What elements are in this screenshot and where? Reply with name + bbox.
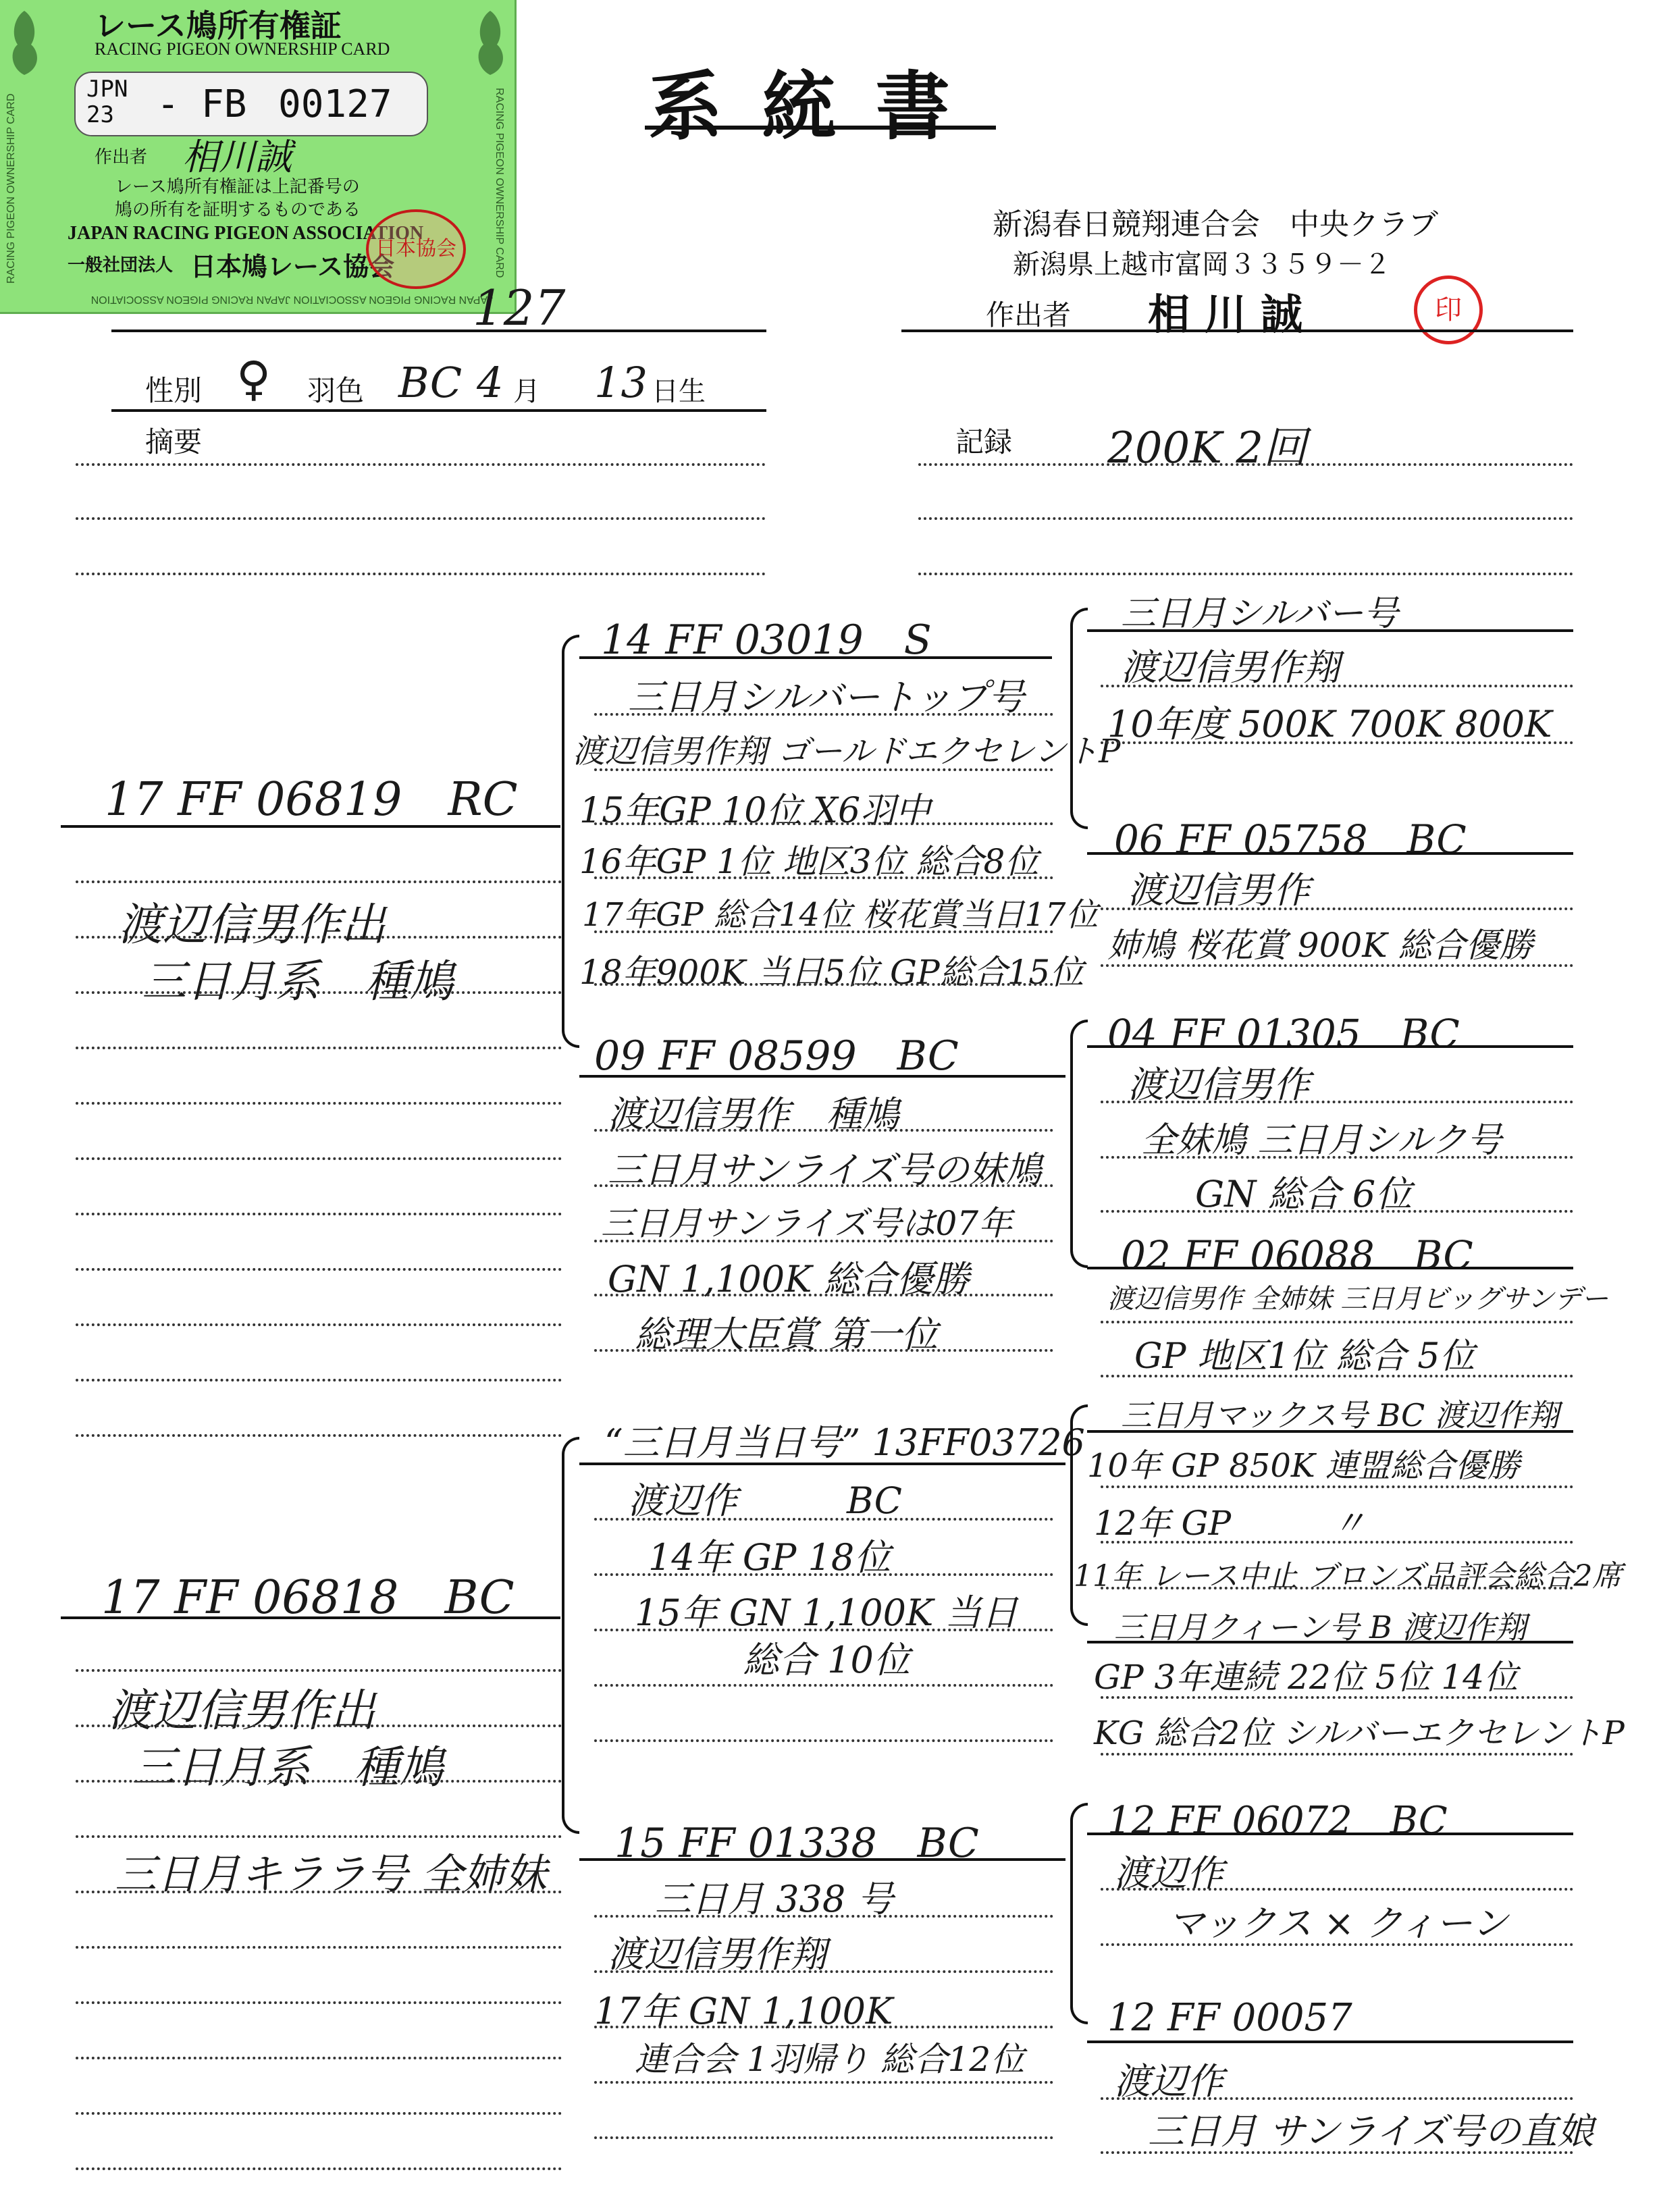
dds-line xyxy=(1087,1833,1573,1835)
card-side-text-right: RACING PIGEON OWNERSHIP CARD xyxy=(494,88,505,278)
country-code: JPN xyxy=(86,76,128,103)
dotted-line xyxy=(594,1294,1053,1296)
dotted-line xyxy=(594,1915,1053,1918)
breeder-seal: 印 xyxy=(1414,275,1483,344)
dss-line-1: 10年 GP 850K 連盟総合優勝 xyxy=(1087,1447,1520,1485)
card-subtitle: RACING PIGEON OWNERSHIP CARD xyxy=(95,39,390,59)
dotted-line xyxy=(594,876,1053,879)
ss-line-5: 17年GP 総合14位 桜花賞当日17位 xyxy=(582,896,1099,934)
dss-line xyxy=(1087,1430,1573,1433)
breeder-name: 相 川 誠 xyxy=(1148,290,1303,339)
card-note-2: 鳩の所有を証明するものである xyxy=(115,200,361,220)
dotted-line xyxy=(76,880,562,883)
sds-line-2: 全妹鳩 三日月シルク号 xyxy=(1141,1120,1502,1161)
dd-bracket xyxy=(1070,1803,1088,2024)
sire-line-1: 渡辺信男作出 xyxy=(118,899,386,951)
dotted-line xyxy=(1101,1541,1573,1544)
dotted-line xyxy=(76,1835,562,1838)
card-assoc-jp: 日本鳩レース協会 xyxy=(190,252,395,282)
number-dash: - xyxy=(157,82,180,126)
dotted-line xyxy=(594,930,1053,933)
ds-line xyxy=(579,1463,1065,1465)
ss-line xyxy=(579,656,1052,659)
dam-line-2: 三日月系 種鳩 xyxy=(132,1741,444,1793)
sdd-ring: 02 FF 06088 BC xyxy=(1121,1232,1473,1278)
ssd-line-1: 渡辺信男作 xyxy=(1128,869,1310,912)
sire-bracket xyxy=(562,635,579,1048)
ds-line-3: 15年 GN 1,100K 当日 xyxy=(635,1591,1018,1634)
dotted-line xyxy=(1101,741,1573,744)
dotted-line xyxy=(76,1323,562,1326)
breeder-line xyxy=(901,330,1573,332)
dotted-line xyxy=(76,1047,562,1049)
sss-line-2: 10年度 500K 700K 800K xyxy=(1107,703,1552,745)
dotted-line xyxy=(1101,1888,1573,1891)
sex-label: 性別 xyxy=(145,374,203,407)
dotted-line xyxy=(76,2112,562,2115)
sd-ring: 09 FF 08599 BC xyxy=(594,1032,959,1080)
subject-ring-partial: 127 xyxy=(473,280,566,336)
dotted-line xyxy=(594,1629,1053,1631)
association-stamp: 日本協会 xyxy=(366,209,466,289)
ddd-ring: 12 FF 00057 xyxy=(1107,1996,1352,2040)
dotted-line xyxy=(1101,907,1573,910)
ss-line-4: 16年GP 1位 地区3位 総合8位 xyxy=(579,842,1039,881)
card-title: レース鳩所有権証 xyxy=(95,7,342,44)
dotted-line xyxy=(594,1349,1053,1352)
dotted-line xyxy=(594,1184,1053,1187)
club-address: 新潟県上越市富岡３３５９－２ xyxy=(1013,249,1391,280)
ssd-line xyxy=(1087,852,1573,855)
dotted-line xyxy=(76,2057,562,2059)
dd-line-4: 連合会 1羽帰り 総合12位 xyxy=(635,2040,1025,2079)
number-fb: FB xyxy=(201,82,247,126)
sdd-line xyxy=(1087,1267,1573,1269)
dd-line xyxy=(579,1858,1065,1861)
dotted-line xyxy=(76,1102,562,1105)
sss-line xyxy=(1087,629,1573,632)
dotted-line xyxy=(76,991,562,994)
dotted-line xyxy=(76,1157,562,1160)
dsd-line xyxy=(1087,1641,1573,1643)
sds-ring: 04 FF 01305 BC xyxy=(1107,1011,1460,1057)
pigeon-icon xyxy=(4,4,45,78)
dds-ring: 12 FF 06072 BC xyxy=(1107,1799,1448,1843)
dotted-line xyxy=(76,1724,562,1727)
ss-ring: 14 FF 03019 S xyxy=(601,616,932,664)
dotted-line xyxy=(1101,2151,1573,2154)
dd-line-1: 三日月 338 号 xyxy=(655,1878,894,1920)
sss-ring: 三日月シルバー号 xyxy=(1121,594,1399,634)
ds-line-1: 渡辺作 BC xyxy=(628,1479,903,1522)
sd-line-2: 三日月サンライズ号の妹鳩 xyxy=(608,1149,1043,1191)
dotted-line xyxy=(1101,1375,1573,1377)
dotted-line xyxy=(594,1518,1053,1521)
ss-line-3: 15年GP 10位 X6羽中 xyxy=(579,791,931,831)
dotted-line xyxy=(594,2136,1053,2139)
dotted-line xyxy=(76,573,766,575)
card-assoc-prefix: 一般社団法人 xyxy=(68,255,174,275)
dotted-line xyxy=(594,1739,1053,1742)
dotted-line xyxy=(1101,1156,1573,1159)
sex-line xyxy=(111,409,766,412)
dam-line-1: 渡辺信男作出 xyxy=(108,1685,375,1737)
dd-ring: 15 FF 01338 BC xyxy=(614,1820,979,1867)
dsd-line-1: GP 3年連続 22位 5位 14位 xyxy=(1094,1658,1519,1697)
dotted-line xyxy=(1101,1696,1573,1699)
sd-line xyxy=(579,1075,1065,1078)
dotted-line xyxy=(594,2026,1053,2028)
dotted-line xyxy=(1101,1321,1573,1323)
record-label: 記録 xyxy=(955,425,1013,458)
dotted-line xyxy=(1101,1587,1573,1589)
sdd-line-2: GP 地区1位 総合 5位 xyxy=(1134,1336,1475,1377)
dotted-line xyxy=(594,1240,1053,1242)
dds-line-1: 渡辺作 xyxy=(1114,1852,1223,1895)
number-value: 00127 xyxy=(278,82,392,126)
dotted-line xyxy=(594,1684,1053,1687)
dotted-line xyxy=(76,1669,562,1672)
sd-line-1: 渡辺信男作 種鳩 xyxy=(608,1093,899,1136)
dotted-line xyxy=(76,1891,562,1893)
pigeon-icon xyxy=(470,4,510,78)
card-breeder-name: 相川誠 xyxy=(182,136,292,178)
dotted-line xyxy=(1101,1485,1573,1488)
ss-line-6: 18年900K 当日5位 GP総合15位 xyxy=(579,953,1084,992)
dotted-line xyxy=(594,1129,1053,1132)
breeder-label: 作出者 xyxy=(986,298,1072,332)
birth-day: 13 xyxy=(594,358,648,407)
ds-line-2: 14年 GP 18位 xyxy=(648,1536,891,1579)
ownership-card xyxy=(0,0,517,314)
sex-value: ♀ xyxy=(236,351,271,406)
sss-line-1: 渡辺信男作翔 xyxy=(1121,646,1340,689)
dotted-line xyxy=(1101,1943,1573,1946)
dotted-line xyxy=(918,517,1573,520)
ring-line xyxy=(111,330,766,332)
dam-line-3: 三日月キララ号 全姉妹 xyxy=(115,1849,547,1899)
sd-line-5: 総理大臣賞 第一位 xyxy=(635,1313,939,1356)
dotted-line xyxy=(594,2081,1053,2084)
ss-line-1: 三日月シルバートップ号 xyxy=(628,676,1025,718)
dsd-ring: 三日月クィーン号 B 渡辺作翔 xyxy=(1114,1609,1527,1645)
card-assoc-en: JAPAN RACING PIGEON ASSOCIATION xyxy=(68,223,424,244)
dss-line-3: 11年 レース中止 ブロンズ品評会総合2席 xyxy=(1074,1559,1623,1594)
sd-bracket xyxy=(1070,1020,1088,1268)
dotted-line xyxy=(594,713,1053,716)
dd-line-2: 渡辺信男作翔 xyxy=(608,1933,826,1976)
color-label: 羽色 xyxy=(307,374,365,407)
sire-ring: 17 FF 06819 RC xyxy=(105,773,518,826)
sd-line-3: 三日月サンライズ号は07年 xyxy=(601,1204,1013,1243)
color-value: BC xyxy=(398,358,463,407)
dss-line-2: 12年 GP 〃 xyxy=(1094,1504,1367,1543)
dam-bracket xyxy=(562,1437,579,1834)
sd-line-4: GN 1,100K 総合優勝 xyxy=(608,1258,970,1300)
card-number-box xyxy=(74,72,428,136)
card-side-text: RACING PIGEON OWNERSHIP CARD xyxy=(5,93,17,284)
dotted-line xyxy=(594,983,1053,986)
sds-line-3: GN 総合 6位 xyxy=(1195,1173,1413,1215)
title-underline xyxy=(645,126,996,130)
dds-line-2: マックス × クィーン xyxy=(1168,1902,1508,1945)
dotted-line xyxy=(76,1434,562,1437)
ddd-line xyxy=(1087,2040,1573,2043)
dotted-line xyxy=(76,2001,562,2004)
birth-month: 4 xyxy=(477,358,504,407)
card-bottom-text: JAPAN RACING PIGEON ASSOCIATION JAPAN RACING PIGEON ASSOCIATION xyxy=(90,294,493,305)
dss-ring: 三日月マックス号 BC 渡辺作翔 xyxy=(1121,1397,1559,1433)
dsd-line-2: KG 総合2位 シルバーエクセレントP xyxy=(1094,1714,1625,1752)
document-title: 系 統 書 xyxy=(648,63,957,150)
summary-label: 摘要 xyxy=(145,425,203,458)
dotted-line xyxy=(1101,1210,1573,1213)
ds-line-4: 総合 10位 xyxy=(743,1639,910,1681)
year-code: 23 xyxy=(86,101,114,128)
day-label: 日生 xyxy=(652,376,706,407)
sire-line-2: 三日月系 種鳩 xyxy=(142,955,454,1007)
dotted-line xyxy=(76,1213,562,1215)
dam-line xyxy=(61,1616,560,1619)
dotted-line xyxy=(594,822,1053,825)
ss-line-2: 渡辺信男作翔 ゴールドエクセレントP xyxy=(573,733,1121,770)
record-value: 200K 2回 xyxy=(1107,423,1307,473)
dotted-line xyxy=(1101,2097,1573,2100)
dam-ring: 17 FF 06818 BC xyxy=(101,1571,515,1625)
dotted-line xyxy=(76,1780,562,1783)
sire-line xyxy=(61,825,560,828)
dotted-line xyxy=(76,463,766,466)
club-name: 新潟春日競翔連合会 中央クラブ xyxy=(993,207,1438,242)
sds-line xyxy=(1087,1045,1573,1048)
card-breeder-label: 作出者 xyxy=(95,147,148,167)
card-note-1: レース鳩所有権証は上記番号の xyxy=(115,177,360,197)
ssd-line-2: 姉鳩 桜花賞 900K 総合優勝 xyxy=(1107,926,1533,965)
dotted-line xyxy=(594,1573,1053,1576)
dotted-line xyxy=(1101,1753,1573,1756)
dotted-line xyxy=(918,463,1573,466)
month-label: 月 xyxy=(513,376,540,407)
ss-bracket xyxy=(1070,608,1088,829)
dotted-line xyxy=(76,1379,562,1381)
dotted-line xyxy=(594,1970,1053,1973)
dd-line-3: 17年 GN 1,100K xyxy=(594,1990,893,2032)
dotted-line xyxy=(76,1268,562,1271)
dotted-line xyxy=(76,1946,562,1949)
ddd-line-1: 渡辺作 xyxy=(1114,2060,1223,2103)
sds-line-1: 渡辺信男作 xyxy=(1128,1063,1310,1106)
sdd-line-1: 渡辺信男作 全姉妹 三日月ビッグサンデー xyxy=(1107,1284,1608,1315)
ds-ring: “三日月当日号” 13FF03726 xyxy=(604,1421,1085,1464)
dotted-line xyxy=(76,517,766,520)
dotted-line xyxy=(1101,1101,1573,1103)
dotted-line xyxy=(594,768,1053,771)
dotted-line xyxy=(918,573,1573,575)
dotted-line xyxy=(1101,964,1573,967)
ddd-line-2: 三日月 サンライズ号の直娘 xyxy=(1148,2110,1594,2153)
dotted-line xyxy=(76,936,562,939)
dotted-line xyxy=(76,2167,562,2170)
ssd-ring: 06 FF 05758 BC xyxy=(1114,816,1467,862)
dotted-line xyxy=(1101,685,1573,687)
